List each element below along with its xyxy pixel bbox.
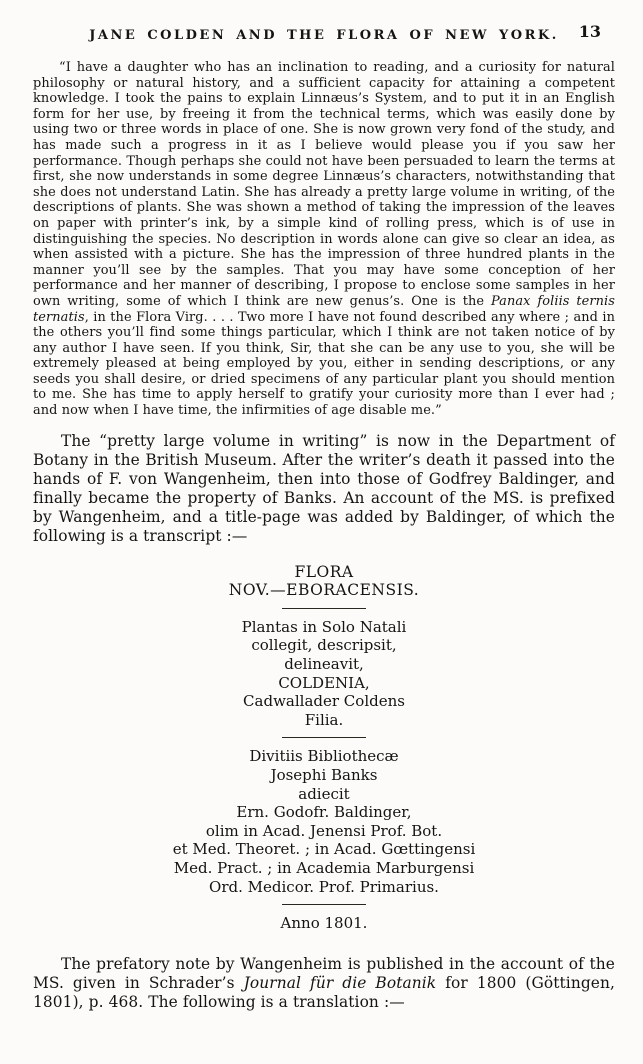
title-page-transcript <box>33 563 615 933</box>
letter-species-italic: Panax foliis ternis ternatis <box>33 293 615 325</box>
transcript-line: COLDENIA, <box>278 673 370 692</box>
prefatory-text-start: The prefatory note by Wangenheim is published in the account of the MS. given in Schrader’s <box>33 954 615 992</box>
paragraph-volume-history: The “pretty large volume in writing” is now in the Department of Botany in the British Museum. After the writer’s death it passed into the hands of F. von Wangenheim, then into those of Godfrey Baldinger, and finally became the property of Banks. An account of the MS. is prefixed by Wangenheim, and a title-page was added by Baldinger, of which the following is a transcript :— <box>33 431 615 545</box>
transcript-line: Ern. Godofr. Baldinger, <box>236 803 412 822</box>
transcript-line-anno: Anno 1801. <box>280 914 368 933</box>
transcript-line: Ord. Medicor. Prof. Primarius. <box>209 877 439 896</box>
transcript-line: Divitiis Bibliothecæ <box>249 747 399 766</box>
transcript-line: Josephi Banks <box>270 766 378 784</box>
prefatory-text-end: for 1800 (Göttingen, 1801), p. 468. The following is a translation :— <box>33 973 615 1011</box>
transcript-line: collegit, descripsit, <box>251 636 397 655</box>
transcript-line: FLORA <box>294 562 354 581</box>
transcript-rule <box>282 737 366 738</box>
transcript-rule <box>282 904 366 905</box>
transcript-line: delineavit, <box>284 655 364 674</box>
letter-text-end: , in the Flora Virg. . . . Two more I have not found described any where ; and in the others you’ll find some things particular, which I think are not taken notice of by any author I have seen. If you think, Sir, that she can be any use to you, she will be extremely pleased at being employed by you, either in sending descriptions, or any seeds you shall desire, or dried specimens of any particular plant you should mention to me. She has time to apply herself to gratify your curiosity more than I ever had ; and now when I have time, the infirmities of age disable me.” <box>33 309 615 419</box>
paragraph-prefatory-note <box>33 955 615 1012</box>
page-number: 13 <box>578 22 601 41</box>
journal-title-italic: Journal für die Botanik <box>243 973 437 992</box>
transcript-line: et Med. Theoret. ; in Acad. Gœttingensi <box>172 840 476 859</box>
transcript-line: Cadwallader Coldens <box>243 692 405 711</box>
transcript-rule <box>282 608 366 609</box>
transcript-line: Med. Pract. ; in Academia Marburgensi <box>173 858 475 877</box>
transcript-line: adiecit <box>298 784 350 803</box>
letter-quote-paragraph <box>33 60 615 419</box>
transcript-line: olim in Acad. Jenensi Prof. Bot. <box>205 821 443 840</box>
page-header <box>33 24 615 46</box>
running-title: JANE COLDEN AND THE FLORA OF NEW YORK. <box>89 28 559 43</box>
transcript-line: NOV.—EBORACENSIS. <box>228 581 420 600</box>
transcript-line: Filia. <box>304 710 344 729</box>
letter-text-start: “I have a daughter who has an inclination to reading, and a curiosity for natural philosophy or natural history, and a sufficient capacity for attaining a competent knowledge. I took the pains to explain Linnæus’s System, and to put it in an English form for her use, by freeing it from the technical terms, which was easily done by using two or three words in place of one. She is now grown very fond of the study, and has made such a progress in it as I believe would please you if you saw her performance. Though perhaps she could not have been persuaded to learn the terms at first, she now understands in some degree Linnæus’s characters, notwithstanding that she does not understand Latin. She has already a pretty large volume in writing, of the descriptions of plants. She was shown a method of taking the impression of the leaves on paper with printer’s ink, by a simple kind of rolling press, which is of use in distinguishing the species. No description in words alone can give so clear an idea, as when assisted with a picture. She has the impression of three hundred plants in the manner you’ll see by the samples. That you may have some conception of her performance and her manner of describing, I propose to enclose some samples in her own writing, some of which I think are new genus’s. One is the <box>33 60 615 309</box>
transcript-line: Plantas in Solo Natali <box>241 617 407 636</box>
